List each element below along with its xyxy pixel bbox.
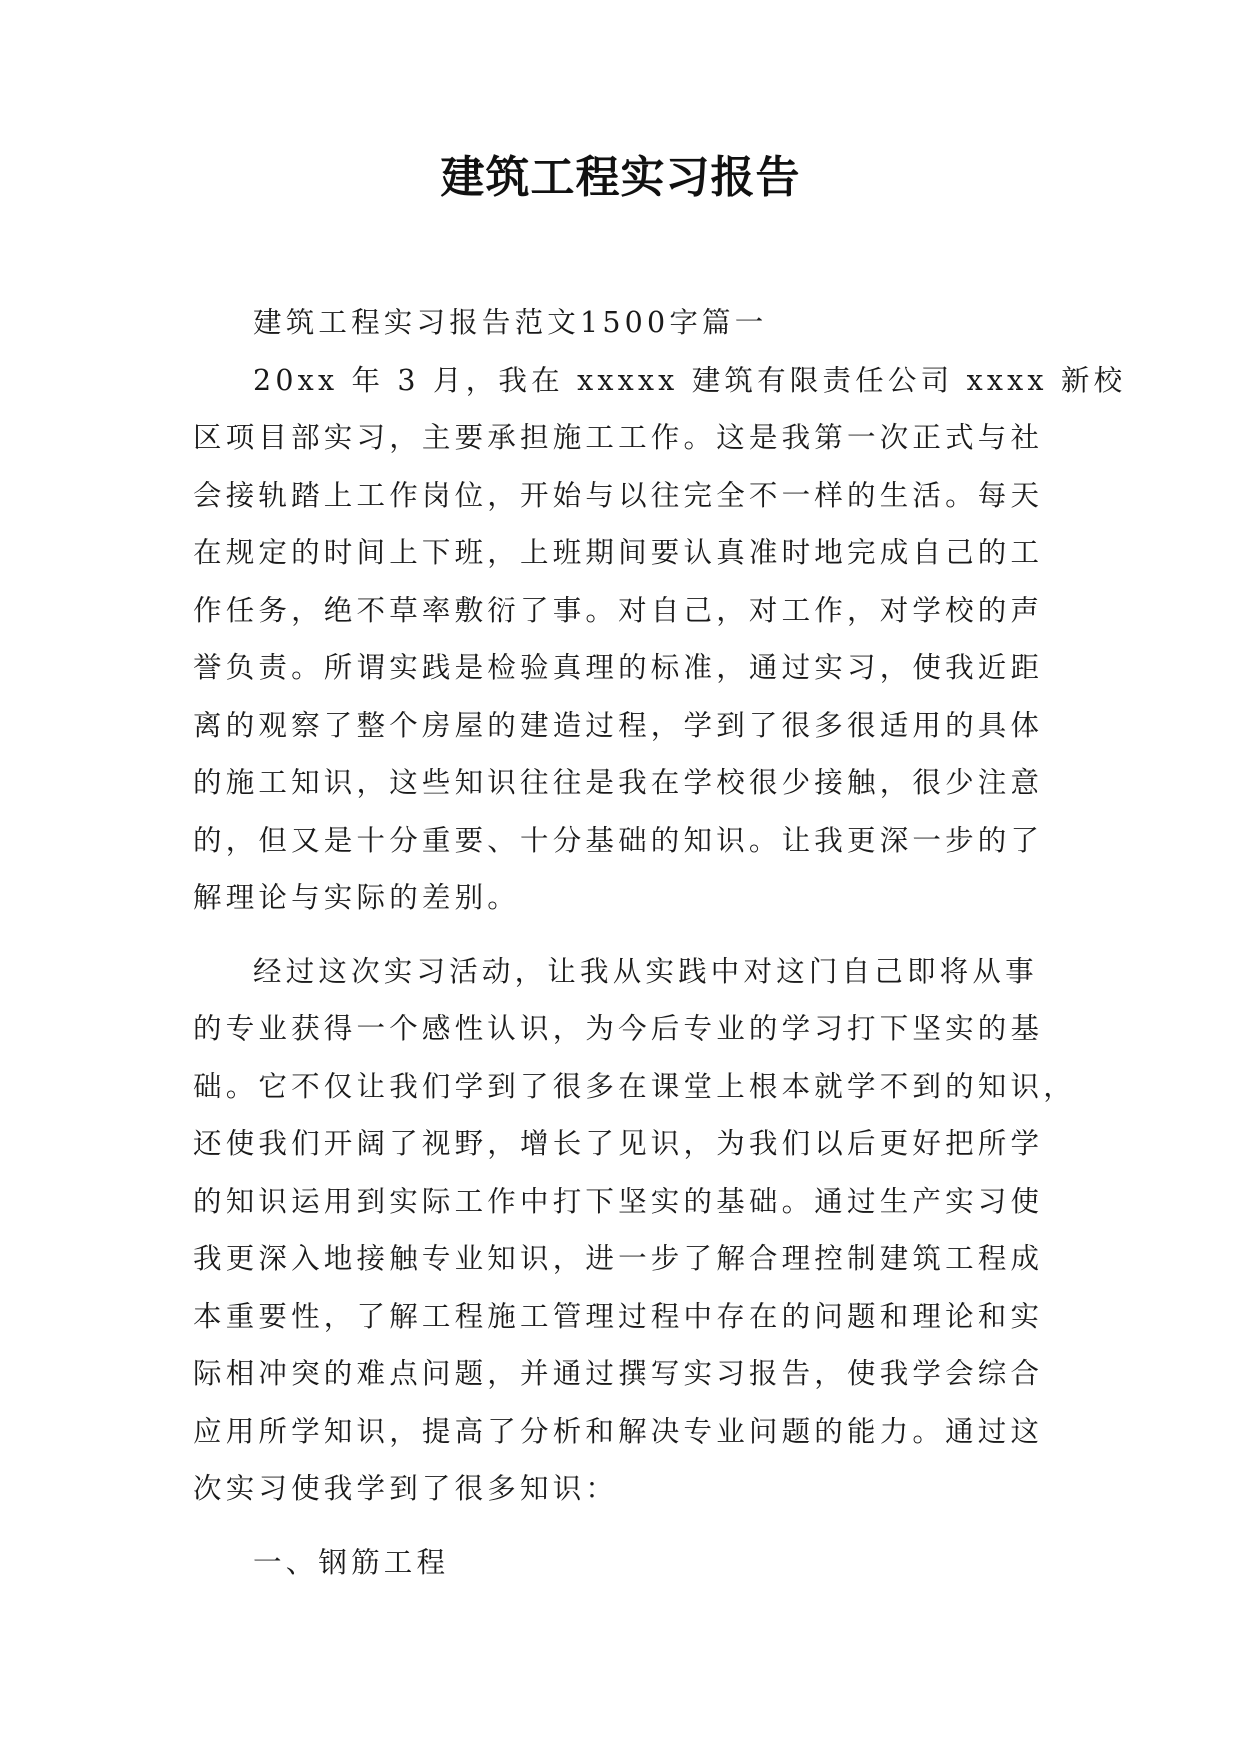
paragraph-line: 的知识运用到实际工作中打下坚实的基础。通过生产实习使 (193, 1184, 1044, 1218)
paragraph-line: 誉负责。所谓实践是检验真理的标准，通过实习，使我近距 (193, 651, 1044, 684)
paragraph-line: 区项目部实习，主要承担施工工作。这是我第一次正式与社 (193, 421, 1044, 454)
paragraph-line: 20xx 年 3 月，我在 xxxxx 建筑有限责任公司 xxxx 新校 (253, 363, 1127, 397)
paragraph-line: 还使我们开阔了视野，增长了见识，为我们以后更好把所学 (193, 1127, 1044, 1160)
paragraph-line: 我更深入地接触专业知识，进一步了解合理控制建筑工程成 (193, 1242, 1044, 1275)
paragraph-line: 础。它不仅让我们学到了很多在课堂上根本就学不到的知识， (193, 1069, 1076, 1103)
paragraph-line: 的施工知识，这些知识往往是我在学校很少接触，很少注意 (193, 766, 1044, 799)
paragraph-line: 应用所学知识，提高了分析和解决专业问题的能力。通过这 (193, 1414, 1044, 1448)
paragraph-line: 次实习使我学到了很多知识： (193, 1472, 619, 1505)
paragraph-line: 的，但又是十分重要、十分基础的知识。让我更深一步的了 (193, 823, 1044, 857)
paragraph-line: 的专业获得一个感性认识，为今后专业的学习打下坚实的基 (193, 1012, 1044, 1045)
paragraph-spacer (193, 927, 1049, 943)
paragraph-spacer (193, 1518, 1049, 1534)
paragraph-line: 作任务，绝不草率敷衍了事。对自己，对工作，对学校的声 (193, 593, 1044, 627)
section-heading: 一、钢筋工程 (253, 1545, 450, 1579)
paragraph-line: 离的观察了整个房屋的建造过程，学到了很多很适用的具体 (193, 708, 1044, 742)
paragraph-1 (193, 352, 1127, 927)
paragraph-line: 解理论与实际的差别。 (193, 881, 521, 914)
paragraph-line: 际相冲突的难点问题，并通过撰写实习报告，使我学会综合 (193, 1357, 1044, 1390)
paragraph-line: 会接轨踏上工作岗位，开始与以往完全不一样的生活。每天 (193, 478, 1044, 512)
paragraph-line: 本重要性，了解工程施工管理过程中存在的问题和理论和实 (193, 1299, 1044, 1333)
paragraph-line: 经过这次实习活动，让我从实践中对这门自己即将从事 (253, 954, 1038, 988)
paragraph-line: 在规定的时间上下班，上班期间要认真准时地完成自己的工 (193, 536, 1044, 569)
document-body (193, 294, 1127, 1591)
paragraph-2 (193, 943, 1076, 1518)
document-title: 建筑工程实习报告 (440, 152, 801, 203)
document-subtitle: 建筑工程实习报告范文1500字篇一 (253, 306, 768, 339)
